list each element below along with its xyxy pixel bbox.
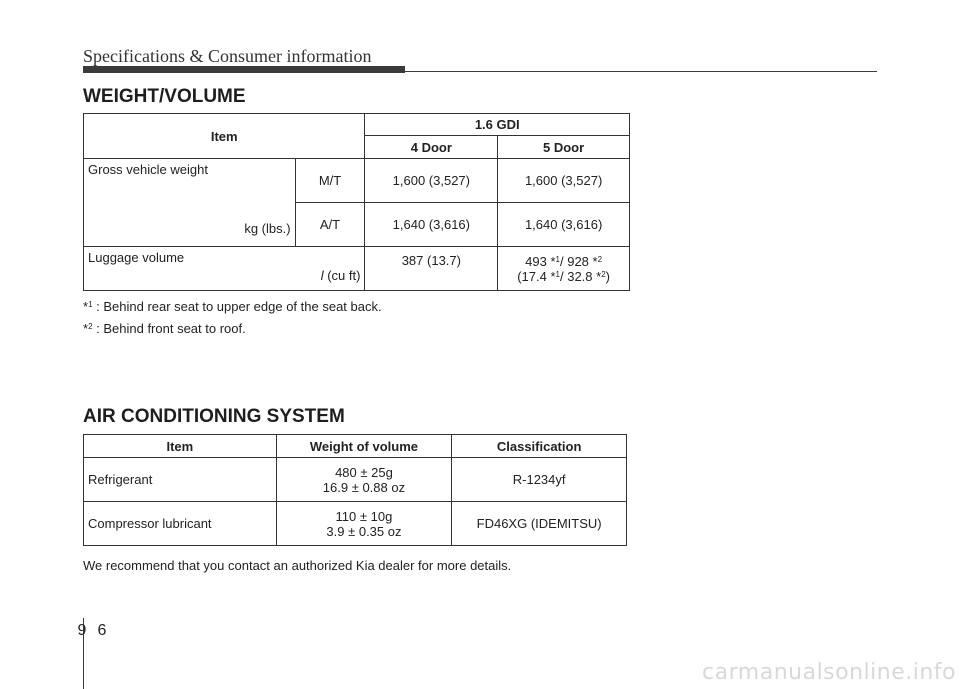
footnote-1: *$^1$ : Behind rear seat to upper edge of the seat back. <box>83 299 382 314</box>
gross-weight-label: Gross vehicle weight <box>88 162 208 177</box>
refrigerant-label: Refrigerant <box>84 458 277 502</box>
engine-header: 1.6 GDI <box>365 114 630 136</box>
luggage-unit: l (cu ft) <box>320 268 361 283</box>
ac-class-header: Classification <box>452 435 627 458</box>
luggage-4door-value: 387 (13.7) <box>365 247 498 291</box>
header-thin-rule <box>83 71 877 72</box>
refrigerant-weight: 480 ± 25g 16.9 ± 0.88 oz <box>276 458 452 502</box>
item-header: Item <box>84 114 365 159</box>
dealer-recommendation: We recommend that you contact an authorized Kia dealer for more details. <box>83 558 512 573</box>
mt-5door-value: 1,600 (3,527) <box>498 159 630 203</box>
trans-at: A/T <box>295 203 365 247</box>
gross-weight-unit: kg (lbs.) <box>244 221 291 236</box>
mt-4door-value: 1,600 (3,527) <box>365 159 498 203</box>
luggage-row <box>84 247 630 291</box>
luggage-label-cell <box>84 247 365 291</box>
lubricant-label: Compressor lubricant <box>84 502 277 546</box>
air-conditioning-table <box>83 434 627 546</box>
door5-header: 5 Door <box>498 136 630 159</box>
luggage-5door-value: 493 *$^1$/ 928 *$^2$ (17.4 *$^1$/ 32.8 *$^2$) <box>498 247 630 291</box>
weight-volume-table <box>83 113 630 291</box>
gross-weight-label-cell <box>84 159 296 247</box>
section-header-title: Specifications & Consumer information <box>83 46 372 66</box>
refrigerant-row <box>84 458 627 502</box>
lubricant-weight: 110 ± 10g 3.9 ± 0.35 oz <box>276 502 452 546</box>
ac-header-row <box>84 435 627 458</box>
ac-weight-header: Weight of volume <box>276 435 452 458</box>
watermark: carmanualsonline.info <box>702 660 956 685</box>
air-conditioning-title: AIR CONDITIONING SYSTEM <box>83 406 345 427</box>
trans-mt: M/T <box>295 159 365 203</box>
luggage-label: Luggage volume <box>88 250 185 265</box>
weight-volume-title: WEIGHT/VOLUME <box>83 86 246 107</box>
at-5door-value: 1,640 (3,616) <box>498 203 630 247</box>
lubricant-class: FD46XG (IDEMITSU) <box>452 502 627 546</box>
at-4door-value: 1,640 (3,616) <box>365 203 498 247</box>
lubricant-row <box>84 502 627 546</box>
page-number: 9 6 <box>77 622 107 639</box>
refrigerant-class: R-1234yf <box>452 458 627 502</box>
weight-header-row <box>84 114 630 136</box>
footnote-2: *$^2$ : Behind front seat to roof. <box>83 321 246 336</box>
liter-symbol: l <box>320 268 324 283</box>
gross-mt-row <box>84 159 630 203</box>
door4-header: 4 Door <box>365 136 498 159</box>
ac-item-header: Item <box>84 435 277 458</box>
